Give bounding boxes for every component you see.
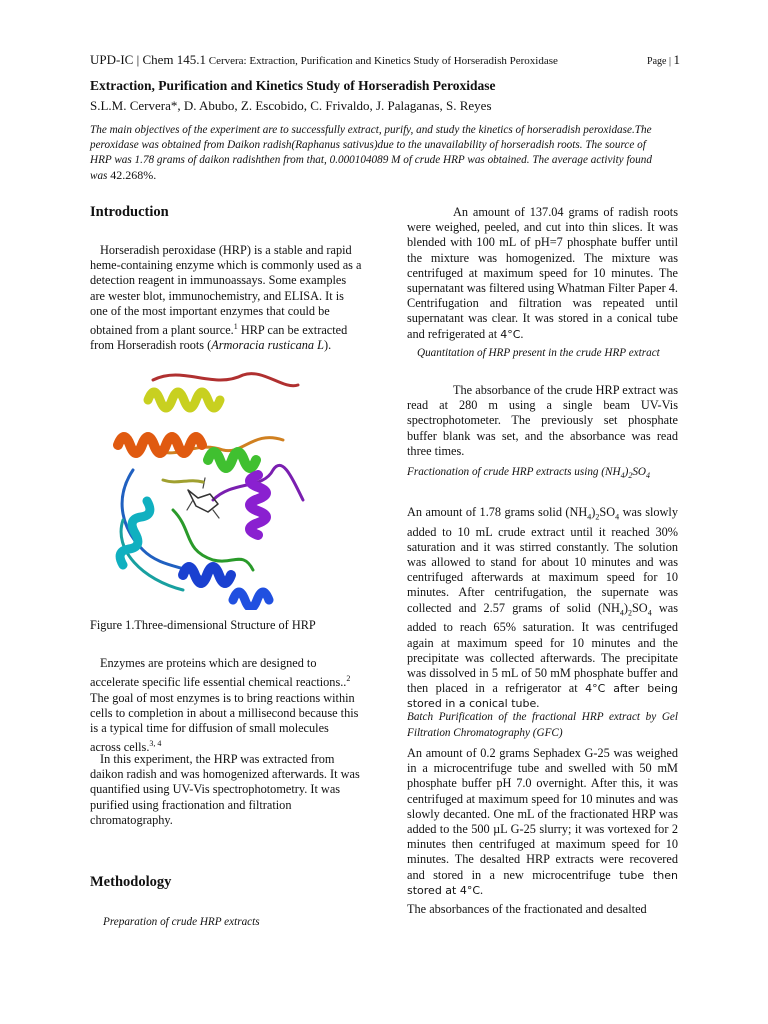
author-list: S.L.M. Cervera*, D. Abubo, Z. Escobido, C. Frivaldo, J. Palaganas, S. Reyes <box>90 98 492 113</box>
hrp-structure-figure <box>93 360 338 610</box>
method-paragraph-1: An amount of 137.04 grams of radish roots were weighed, peeled, and cut into thin slices. It was blended with 100 mL of pH=7 phosphate buffer until the mixture was homogenized. The mixture was centrifuged at maximum speed for 10 minutes. The supernatant was filtered using Whatman Filter Paper 4. Centrifugation and filtration was repeated until supernatant was clear. It was stored in a conical tube and refrigerated at 4°C. <box>407 205 678 341</box>
running-title: Cervera: Extraction, Purification and Kinetics Study of Horseradish Peroxidase <box>208 55 558 67</box>
page-indicator: Page | 1 <box>647 52 680 67</box>
method-paragraph-4: An amount of 0.2 grams Sephadex G-25 was weighed in a microcentrifuge tube and swelled with 50 mM phosphate buffer pH 7.0 overnight. After this, it was centrifuged at maximum speed for 10 minutes and was slowly decanted. One mL of the fractionated HRP was added to the 500 µL G-25 slurry; it was vortexed for 2 minutes then centrifuged at maximum speed for 10 minutes. The desalted HRP extracts were recovered and stored in a new microcentrifuge tube then stored at 4°C. <box>407 746 679 897</box>
method-paragraph-5: The absorbances of the fractionated and desalted <box>407 902 647 916</box>
abstract-activity-value: 42.268%. <box>110 168 157 182</box>
methodology-heading: Methodology <box>90 874 172 890</box>
subsection-quantitation: Quantitation of HRP present in the crude HRP extract <box>417 347 660 359</box>
page-number: 1 <box>673 52 680 67</box>
method-paragraph-3: An amount of 1.78 grams solid $(NH_4)_2SO_4$ was slowly added to 10 mL crude extract until it reached 30% saturation and it was stirred constantly. The solution was allowed to stand for about 10 minutes and was centrifuged afterwards at maximum speed for 10 minutes. After centrifugation, the supernate was collected and 2.57 grams of solid $(NH_4)_2SO_4$ was added to reach 65% saturation. It was centrifuged again at maximum speed for 10 minutes and the precipitate was collected afterwards. The precipitate was dissolved in 5 mL of 50 mM phosphate buffer and then placed in a refrigerator at 4°C after being stored in a conical tube. <box>407 505 678 711</box>
subsection-gel-filtration: Batch Purification of the fractional HRP extract by Gel Filtration Chromatography (GFC) <box>407 711 678 739</box>
course-label: UPD-IC | Chem 145.1 <box>90 52 206 67</box>
method-paragraph-2: The absorbance of the crude HRP extract was read at 280 m using a single beam UV-Vis spectrophotometer. The previously set phosphate buffer blank was set, and the absorbance was read three times. <box>407 383 678 458</box>
figure-caption: Figure 1.Three-dimensional Structure of HRP <box>90 618 316 632</box>
subsection-fractionation: Fractionation of crude HRP extracts using $(NH_4)_2SO_4$ <box>407 466 650 481</box>
subsection-crude-extract-prep: Preparation of crude HRP extracts <box>103 916 260 928</box>
abstract: The main objectives of the experiment are to successfully extract, purify, and study the kinetics of horseradish peroxidase.The peroxidase was obtained from Daikon radish(Raphanus sativus)due to the unavailability of horseradish roots. The source of HRP was 1.78 grams of daikon radishthen from that, 0.000104089 M of crude HRP was obtained. The average activity found was 42.268%. <box>90 124 652 182</box>
introduction-heading: Introduction <box>90 204 169 220</box>
paper-title: Extraction, Purification and Kinetics Study of Horseradish Peroxidase <box>90 78 496 93</box>
running-header <box>90 52 680 68</box>
intro-paragraph-1: Horseradish peroxidase (HRP) is a stable and rapid heme-containing enzyme which is commonly used as a detection reagent in immunoassays. Some examples are wester blot, immunochemistry, and ELISA. It is one of the most important enzymes that could be obtained from a plant source.$^1$ HRP can be extracted from Horseradish roots (Armoracia rusticana L). <box>90 243 362 353</box>
intro-paragraph-3: In this experiment, the HRP was extracted from daikon radish and was homogenized afterwards. It was quantified using UV-Vis spectrophotometry. It was purified using fractionation and filtration chromatography. <box>90 752 360 827</box>
intro-paragraph-2: Enzymes are proteins which are designed to accelerate specific life essential chemical reactions..$^2$ The goal of most enzymes is to bring reactions within cells to completion in about a millisecond because this is a typical time for diffusion of small molecules across cells.$^{3, 4}$ <box>90 656 359 755</box>
